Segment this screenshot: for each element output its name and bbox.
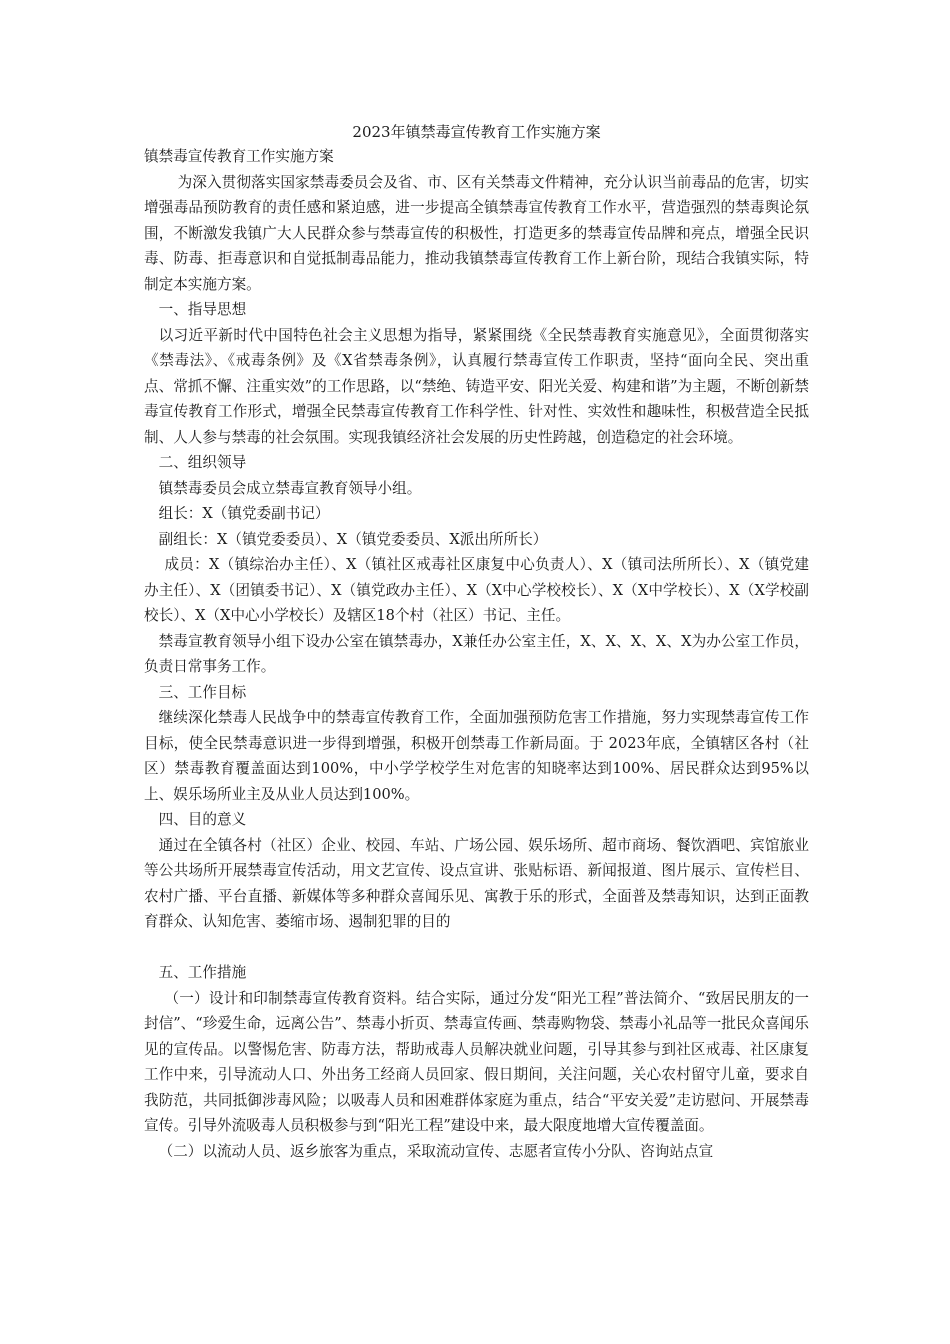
section-heading-guiding-ideology: 一、指导思想: [158, 301, 247, 318]
organization-members: 成员：X（镇综治办主任）、X（镇社区戒毒社区康复中心负责人）、X（镇司法所所长）、X（镇党建办主任）、X（团镇委书记）、X（镇党政办主任）、X（X中心学校校长）、X（X中学校长）、X（X学校副校长）、X（X中心小学校长）及辖区18个村（社区）书记、主任。: [144, 556, 809, 624]
document-title: 2023年镇禁毒宣传教育工作实施方案: [352, 123, 601, 141]
intro-paragraph: 为深入贯彻落实国家禁毒委员会及省、市、区有关禁毒文件精神，充分认识当前毒品的危害，切实增强毒品预防教育的责任感和紧迫感，进一步提高全镇禁毒宣传教育工作水平，营造强烈的禁毒舆论氛围，不断激发我镇广大人民群众参与禁毒宣传的积极性，打造更多的禁毒宣传品牌和亮点，增强全民识毒、防毒、拒毒意识和自觉抵制毒品能力，推动我镇禁毒宣传教育工作上新台阶，现结合我镇实际，特制定本实施方案。: [144, 173, 809, 293]
guiding-ideology-paragraph: 以习近平新时代中国特色社会主义思想为指导，紧紧围绕《全民禁毒教育实施意见》，全面贯彻落实《禁毒法》、《戒毒条例》及《X省禁毒条例》，认真履行禁毒宣传工作职责，坚持“面向全民、突出重点、常抓不懈、注重实效”的工作思路，以“禁绝、铸造平安、阳光关爱、构建和谐”为主题，不断创新禁毒宣传教育工作形式，增强全民禁毒宣传教育工作科学性、针对性、实效性和趣味性，积极营造全民抵制、人人参与禁毒的社会氛围。实现我镇经济社会发展的历史性跨越，创造稳定的社会环境。: [144, 326, 809, 446]
purpose-paragraph: 通过在全镇各村（社区）企业、校园、车站、广场公园、娱乐场所、超市商场、餐饮酒吧、宾馆旅业等公共场所开展禁毒宣传活动，用文艺宣传、设点宣讲、张贴标语、新闻报道、图片展示、宣传栏目、农村广播、平台直播、新媒体等多种群众喜闻乐见、寓教于乐的形式，全面普及禁毒知识，达到正面教育群众、认知危害、萎缩市场、遏制犯罪的目的: [144, 836, 809, 930]
work-measure-item-2: （二）以流动人员、返乡旅客为重点，采取流动宣传、志愿者宣传小分队、咨询站点宣: [158, 1142, 714, 1160]
document-subtitle: 镇禁毒宣传教育工作实施方案: [144, 148, 334, 165]
work-measure-item-1: （一）设计和印制禁毒宣传教育资料。结合实际，通过分发“阳光工程”普法简介、“致居民朋友的一封信”、“珍爱生命，远离公告”、禁毒小折页、禁毒宣传画、禁毒购物袋、禁毒小礼品等一批民众喜闻乐见的宣传品。以警惕危害、防毒方法，帮助戒毒人员解决就业问题，引导其参与到社区戒毒、社区康复工作中来，引导流动人口、外出务工经商人员回家、假日期间，关注问题，关心农村留守儿童，要求自我防范，共同抵御涉毒风险；以吸毒人员和困难群体家庭为重点，结合“平安关爱”走访慰问、开展禁毒宣传。引导外流吸毒人员积极参与到“阳光工程”建设中来，最大限度地增大宣传覆盖面。: [144, 989, 809, 1134]
section-heading-organization: 二、组织领导: [158, 454, 247, 471]
organization-deputy-leader: 副组长：X（镇党委委员）、X（镇党委委员、X派出所所长）: [158, 530, 548, 548]
organization-leader: 组长：X（镇党委副书记）: [158, 505, 330, 522]
document-page: [144, 120, 809, 1164]
section-heading-work-goals: 三、工作目标: [158, 683, 247, 701]
organization-intro: 镇禁毒委员会成立禁毒宣教育领导小组。: [158, 479, 422, 497]
organization-office: 禁毒宣教育领导小组下设办公室在镇禁毒办，X兼任办公室主任，X、X、X、X、X为办公室工作员，负责日常事务工作。: [144, 632, 809, 675]
work-goals-paragraph: 继续深化禁毒人民战争中的禁毒宣传教育工作，全面加强预防危害工作措施，努力实现禁毒宣传工作目标，使全民禁毒意识进一步得到增强，积极开创禁毒工作新局面。于 2023年底，全镇辖区各村（社区）禁毒教育覆盖面达到100%，中小学学校学生对危害的知晓率达到100%、居民群众达到95%以上、娱乐场所业主及从业人员达到100%。: [144, 709, 809, 803]
section-heading-purpose: 四、目的意义: [158, 811, 247, 828]
section-heading-work-measures: 五、工作措施: [158, 964, 247, 981]
paragraph-gap: [144, 935, 809, 961]
